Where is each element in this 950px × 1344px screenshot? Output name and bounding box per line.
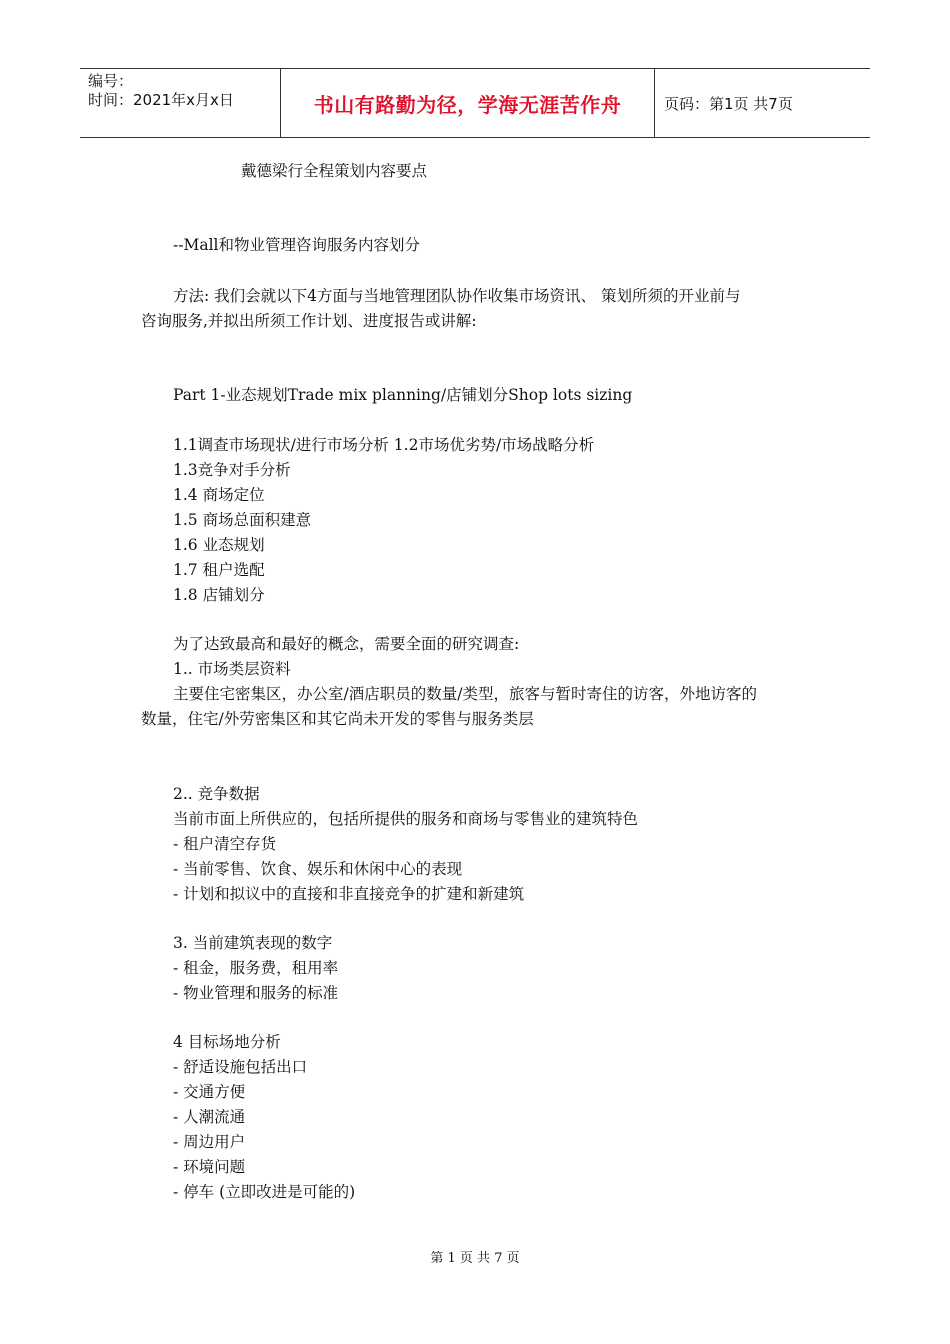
section2-line: - 计划和拟议中的直接和非直接竞争的扩建和新建筑: [173, 885, 525, 903]
section4-line: - 周边用户: [173, 1133, 246, 1151]
section1-title: 1.. 市场类层资料: [173, 660, 291, 678]
section1-body-line-2: 数量，住宅/外劳密集区和其它尚未开发的零售与服务类层: [141, 710, 534, 728]
list-item: 1.3竞争对手分析: [173, 461, 291, 479]
header-motto: 书山有路勤为径，学海无涯苦作舟: [281, 69, 655, 137]
section4-title: 4 目标场地分析: [173, 1033, 281, 1051]
header-page-label: 页码：第1页 共7页: [664, 94, 793, 113]
list-item: 1.1调查市场现状/进行市场分析 1.2市场优劣势/市场战略分析: [173, 436, 595, 454]
section4-line: - 交通方便: [173, 1083, 246, 1101]
section4-line: - 人潮流通: [173, 1108, 246, 1126]
list-item: 1.7 租户选配: [173, 561, 265, 579]
document-subtitle: --Mall和物业管理咨询服务内容划分: [173, 236, 421, 254]
section3-title: 3. 当前建筑表现的数字: [173, 934, 333, 952]
section3-line: - 物业管理和服务的标准: [173, 984, 339, 1002]
method-line-2: 咨询服务,并拟出所须工作计划、进度报告或讲解:: [141, 312, 477, 330]
section2-line: - 租户清空存货: [173, 835, 277, 853]
section4-line: - 舒适设施包括出口: [173, 1058, 308, 1076]
page-header: [80, 68, 870, 138]
document-title: 戴德梁行全程策划内容要点: [241, 162, 428, 180]
research-intro: 为了达致最高和最好的概念，需要全面的研究调查:: [173, 635, 520, 653]
section1-body-line-1: 主要住宅密集区，办公室/酒店职员的数量/类型，旅客与暂时寄住的访客，外地访客的: [173, 685, 757, 703]
page-footer: 第 1 页 共 7 页: [430, 1251, 520, 1266]
list-item: 1.4 商场定位: [173, 486, 265, 504]
time-label: 时间：2021年x月x日: [88, 91, 234, 109]
list-item: 1.5 商场总面积建意: [173, 511, 312, 529]
header-meta: [80, 69, 281, 137]
section4-line: - 环境问题: [173, 1158, 246, 1176]
section4-line: - 停车 (立即改进是可能的): [173, 1183, 356, 1201]
section2-line: 当前市面上所供应的，包括所提供的服务和商场与零售业的建筑特色: [173, 810, 639, 828]
list-item: 1.6 业态规划: [173, 536, 265, 554]
part1-heading: Part 1-业态规划Trade mix planning/店铺划分Shop lots sizing: [173, 386, 633, 404]
section2-title: 2.. 竞争数据: [173, 785, 260, 803]
method-line-1: 方法: 我们会就以下4方面与当地管理团队协作收集市场资讯、 策划所须的开业前与: [173, 287, 741, 305]
number-label: 编号：: [88, 72, 134, 90]
section2-line: - 当前零售、饮食、娱乐和休闲中心的表现: [173, 860, 463, 878]
list-item: 1.8 店铺划分: [173, 586, 265, 604]
section3-line: - 租金，服务费，租用率: [173, 959, 339, 977]
